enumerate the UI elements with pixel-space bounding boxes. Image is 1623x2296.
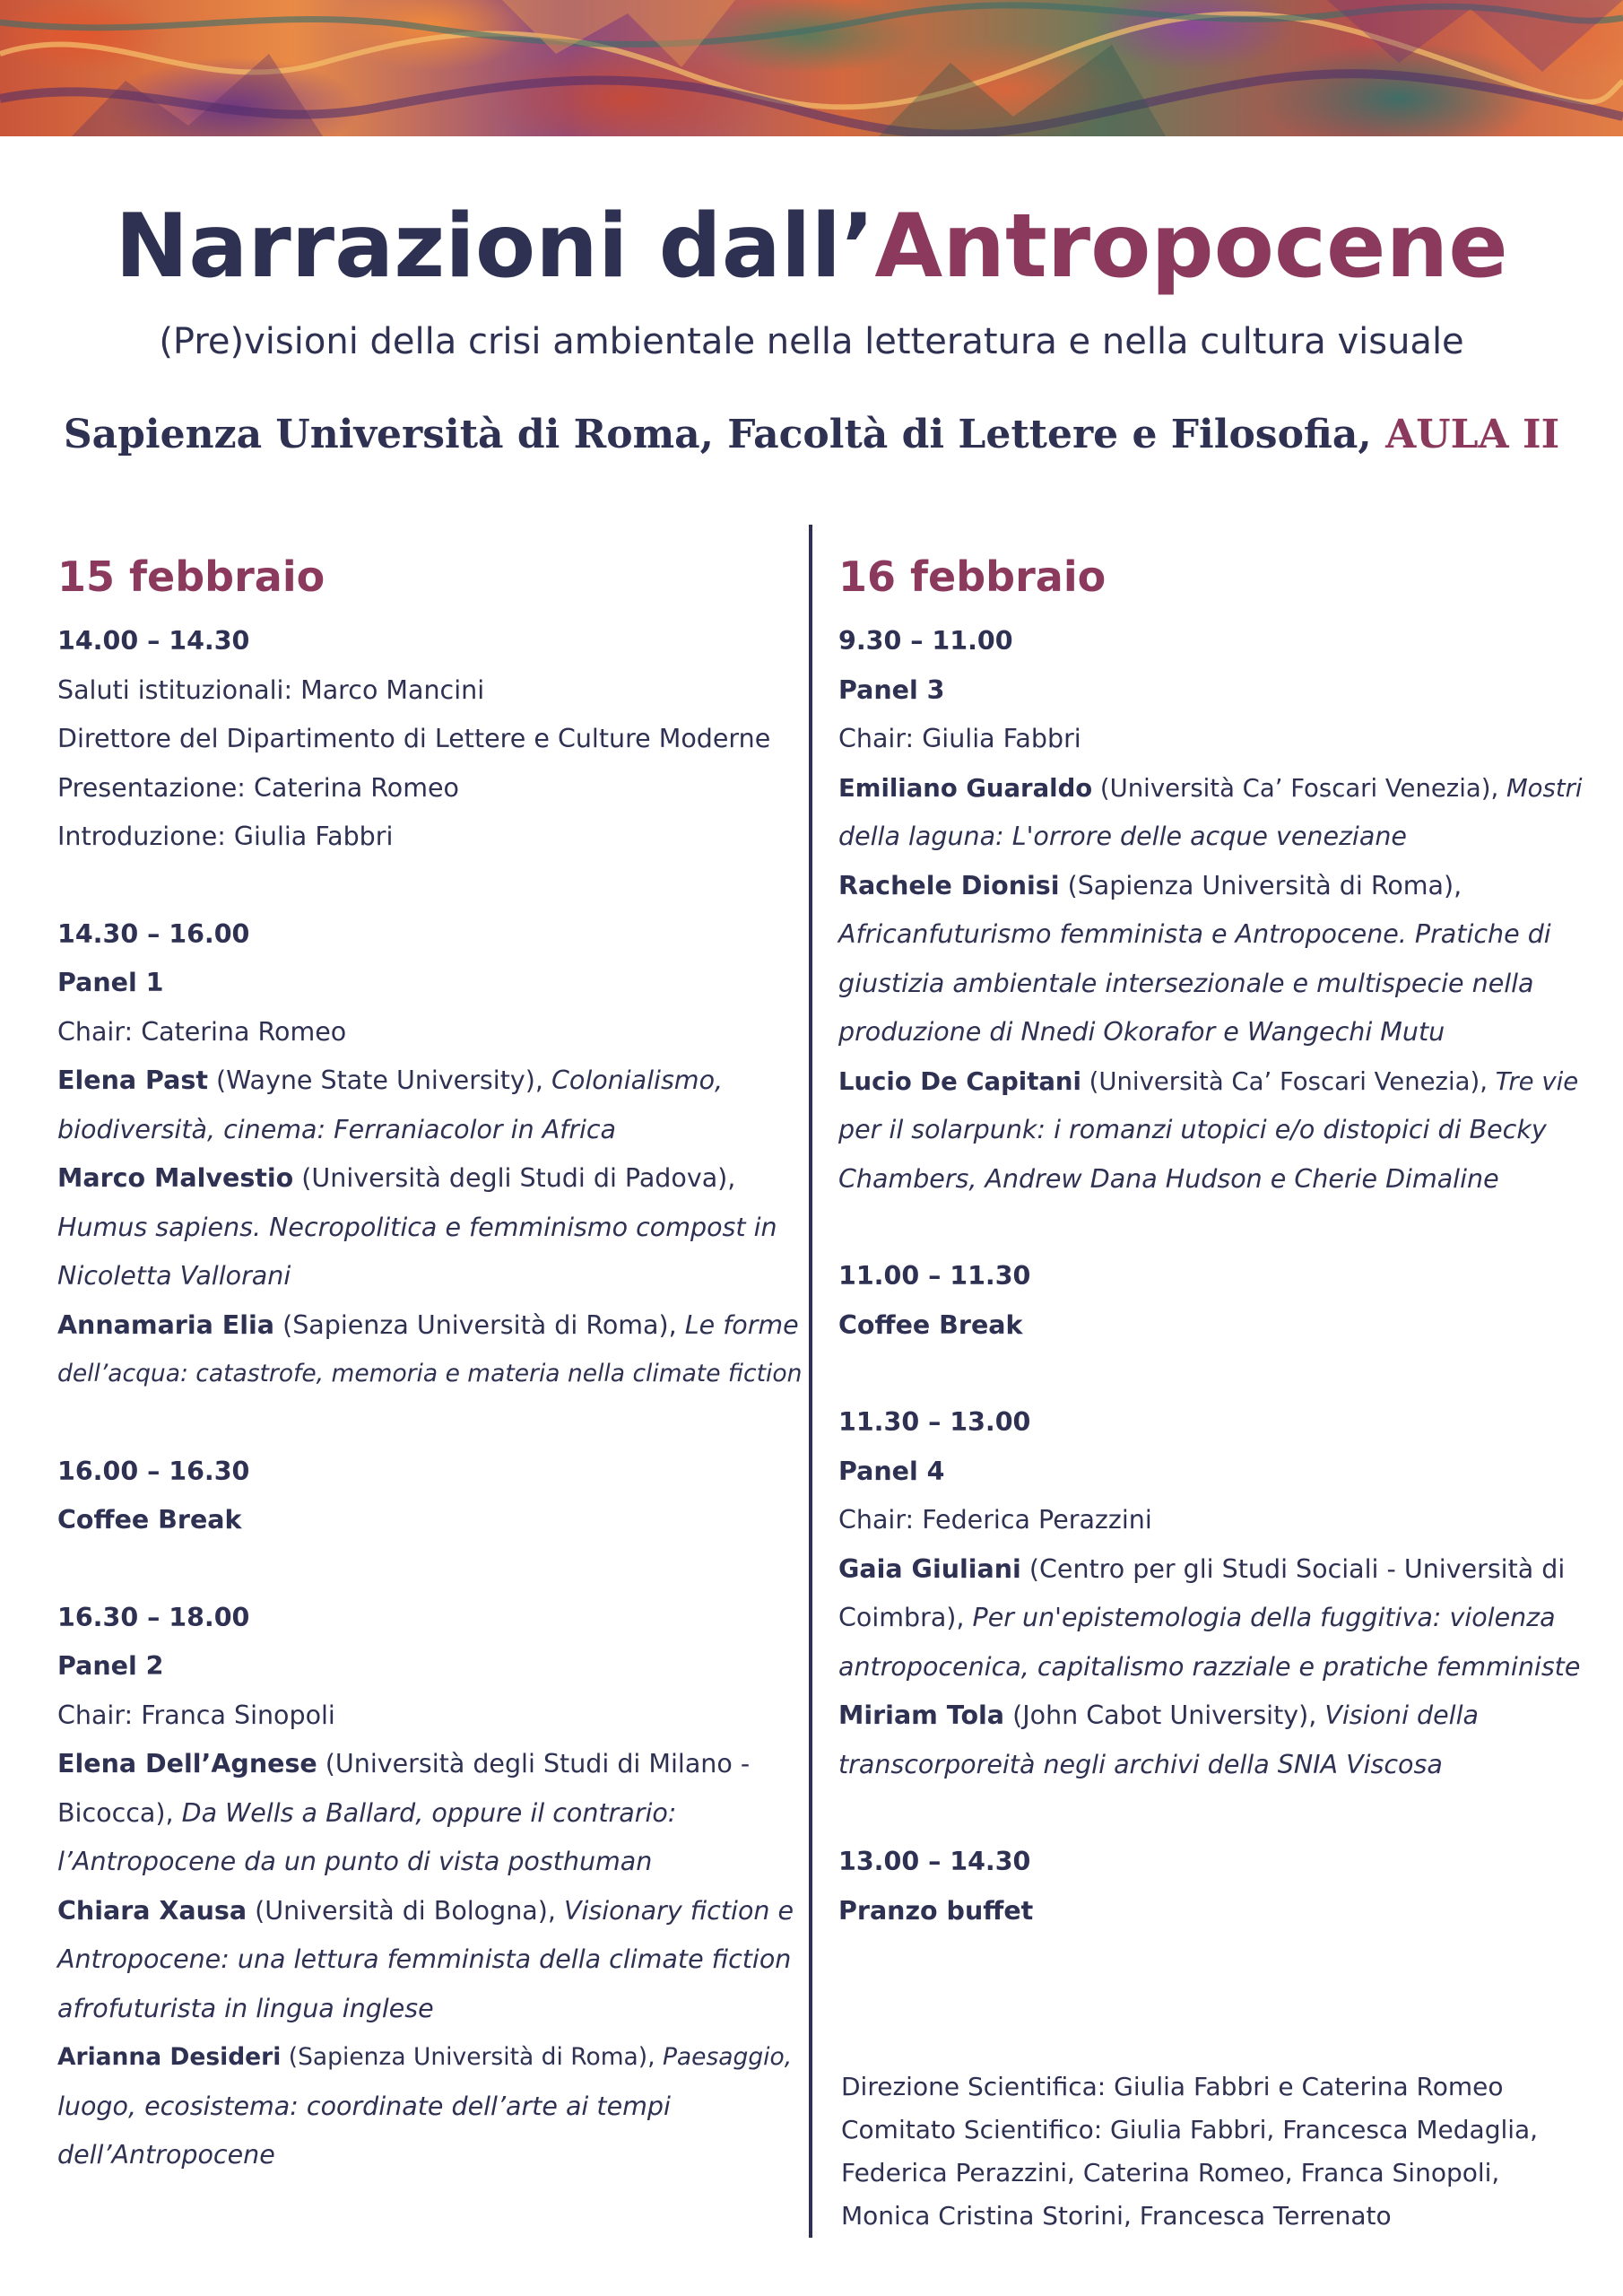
speaker-name: Marco Malvestio [57,1163,294,1193]
talk-title: luogo, ecosistema: coordinate dell’arte ai tempi [57,2091,671,2121]
session-line: Introduzione: Giulia Fabbri [57,822,394,851]
session-time: 9.30 – 11.00 [838,626,1013,656]
speaker-name: Emiliano Guaraldo [838,773,1093,803]
talk-title: transcorporeità negli archivi della SNIA Viscosa [838,1749,1443,1779]
speaker-entry [838,764,1583,813]
column-divider [809,525,812,2238]
title-accent: Antropocene [874,196,1508,298]
speaker-entry [57,1057,802,1106]
speaker-affiliation: (Wayne State University), [207,1065,551,1095]
speaker-entry [838,1594,1583,1643]
speaker-name: Elena Dell’Agnese [57,1749,317,1779]
venue-room: AULA II [1385,412,1560,457]
speaker-affiliation: (Università Ca’ Foscari Venezia), [1081,1066,1496,1096]
speaker-entry [838,1545,1583,1595]
speaker-name: Miriam Tola [838,1700,1005,1730]
day-2-session-1 [838,617,1583,1204]
event-subtitle: (Pre)visioni della crisi ambientale nella letteratura e nella cultura visuale [159,321,1464,362]
panel-chair: Chair: Franca Sinopoli [57,1700,335,1730]
talk-title: produzione di Nnedi Okorafor e Wangechi Mutu [838,1017,1445,1047]
talk-title: dell’Antropocene [57,2140,275,2170]
talk-title: della laguna: L'orrore delle acque veneziane [838,822,1407,851]
talk-title: Humus sapiens. Necropolitica e femminismo compost in [57,1212,777,1242]
day-2-session-2 [838,1252,1583,1350]
day-2-session-4 [838,1838,1583,1935]
day-1-heading: 15 febbraio [57,552,325,601]
speaker-entry [57,1887,802,1936]
banner-texture [0,0,1623,136]
speaker-name: Elena Past [57,1065,208,1095]
talk-title: Paesaggio, [662,2043,793,2071]
credits-line: Monica Cristina Storini, Francesca Terrenato [841,2201,1392,2231]
session-line: Saluti istituzionali: Marco Mancini [57,674,485,705]
speaker-affiliation: (Sapienza Università di Roma), [281,2043,663,2071]
credits-line: Federica Perazzini, Caterina Romeo, Franca Sinopoli, [841,2158,1500,2187]
talk-title: giustizia ambientale intersezionale e multispecie nella [838,968,1534,998]
speaker-affiliation: (Università di Bologna), [247,1895,564,1926]
panel-chair: Chair: Giulia Fabbri [838,724,1081,753]
day-1-column [57,545,802,2180]
day-2-session-3 [838,1398,1583,1789]
talk-title: Nicoletta Vallorani [57,1261,291,1291]
talk-title: Mostri [1506,773,1583,803]
speaker-affiliation: (Università degli Studi di Padova), [293,1163,736,1193]
speaker-affiliation: (Sapienza Università di Roma), [274,1309,685,1340]
session-time: 11.00 – 11.30 [838,1261,1031,1291]
panel-chair: Chair: Federica Perazzini [838,1505,1152,1535]
talk-title: Colonialismo, [551,1065,724,1095]
talk-title: antropocenica, capitalismo razziale e pratiche femministe [838,1651,1581,1682]
day-2-heading: 16 febbraio [838,552,1107,601]
speaker-entry [57,1154,802,1204]
speaker-affiliation: Coimbra), [838,1603,973,1632]
speaker-entry [57,1301,802,1351]
talk-title: dell’acqua: catastrofe, memoria e materia nella climate fiction [57,1360,803,1387]
session-time: 16.30 – 18.00 [57,1602,250,1632]
event-venue [0,408,1623,462]
speaker-name: Chiara Xausa [57,1895,247,1926]
session-time: 14.30 – 16.00 [57,918,250,949]
session-time: 16.00 – 16.30 [57,1456,250,1486]
talk-title: Le forme [684,1309,799,1340]
speaker-affiliation: (Centro per gli Studi Sociali - Università di [1020,1553,1566,1584]
panel-title: Panel 4 [838,1456,945,1486]
talk-title: biodiversità, cinema: Ferraniacolor in Africa [57,1114,617,1144]
talk-title: per il solarpunk: i romanzi utopici e/o distopici di Becky [838,1115,1547,1144]
speaker-name: Rachele Dionisi [838,870,1060,900]
speaker-entry [838,862,1583,911]
talk-title: Da Wells a Ballard, oppure il contrario: [181,1797,677,1828]
break-label: Coffee Break [838,1309,1023,1340]
day-2-column [838,545,1583,1935]
panel-title: Panel 2 [57,1651,164,1681]
talk-title: Tre vie [1495,1066,1579,1096]
day-1-session-4 [57,1594,802,2180]
panel-title: Panel 3 [838,674,945,705]
speaker-affiliation: (Sapienza Università di Roma), [1059,870,1462,900]
break-label: Coffee Break [57,1505,242,1535]
event-title [0,197,1623,296]
speaker-name: Gaia Giuliani [838,1553,1021,1584]
talk-title: afrofuturista in lingua inglese [57,1993,434,2023]
speaker-affiliation: (John Cabot University), [1004,1700,1325,1730]
talk-title: Chambers, Andrew Dana Hudson e Cherie Dimaline [838,1163,1499,1194]
scientific-committee [841,2066,1612,2238]
header-banner-image [0,0,1623,136]
speaker-affiliation: (Università degli Studi di Milano - [317,1749,751,1779]
talk-title: Antropocene: una lettura femminista della climate fiction [57,1944,792,1974]
break-label: Pranzo buffet [838,1895,1034,1926]
talk-title: l’Antropocene da un punto di vista posthuman [57,1847,653,1876]
speaker-name: Annamaria Elia [57,1309,275,1340]
speaker-affiliation: (Università Ca’ Foscari Venezia), [1092,773,1506,803]
title-main: Narrazioni dall’ [115,196,875,298]
session-time: 13.00 – 14.30 [838,1847,1031,1876]
session-time: 11.30 – 13.00 [838,1407,1031,1437]
session-line: Direttore del Dipartimento di Lettere e Culture Moderne [57,724,771,753]
credits-line: Comitato Scientifico: Giulia Fabbri, Francesca Medaglia, [841,2115,1539,2144]
panel-chair: Chair: Caterina Romeo [57,1016,347,1047]
credits-line: Direzione Scientifica: Giulia Fabbri e Caterina Romeo [841,2072,1504,2101]
talk-title: Africanfuturismo femminista e Antropocene. Pratiche di [838,919,1551,949]
panel-title: Panel 1 [57,968,164,997]
venue-location: Sapienza Università di Roma, Facoltà di Lettere e Filosofia, [63,412,1386,457]
speaker-entry [57,1740,802,1789]
speaker-name: Arianna Desideri [57,2043,282,2071]
talk-title: Visionary fiction e [563,1895,794,1926]
speaker-entry [57,1789,802,1839]
talk-title: Per un'epistemologia della fuggitiva: violenza [972,1603,1556,1632]
session-line: Presentazione: Caterina Romeo [57,772,459,803]
speaker-affiliation: Bicocca), [57,1797,182,1828]
day-1-session-3 [57,1448,802,1545]
speaker-name: Lucio De Capitani [838,1066,1081,1096]
day-1-session-2 [57,910,802,1399]
speaker-entry [57,2033,802,2083]
speaker-entry [838,1692,1583,1741]
session-time: 14.00 – 14.30 [57,626,250,656]
day-1-session-1 [57,617,802,862]
speaker-entry [838,1057,1583,1107]
talk-title: Visioni della [1324,1700,1479,1730]
